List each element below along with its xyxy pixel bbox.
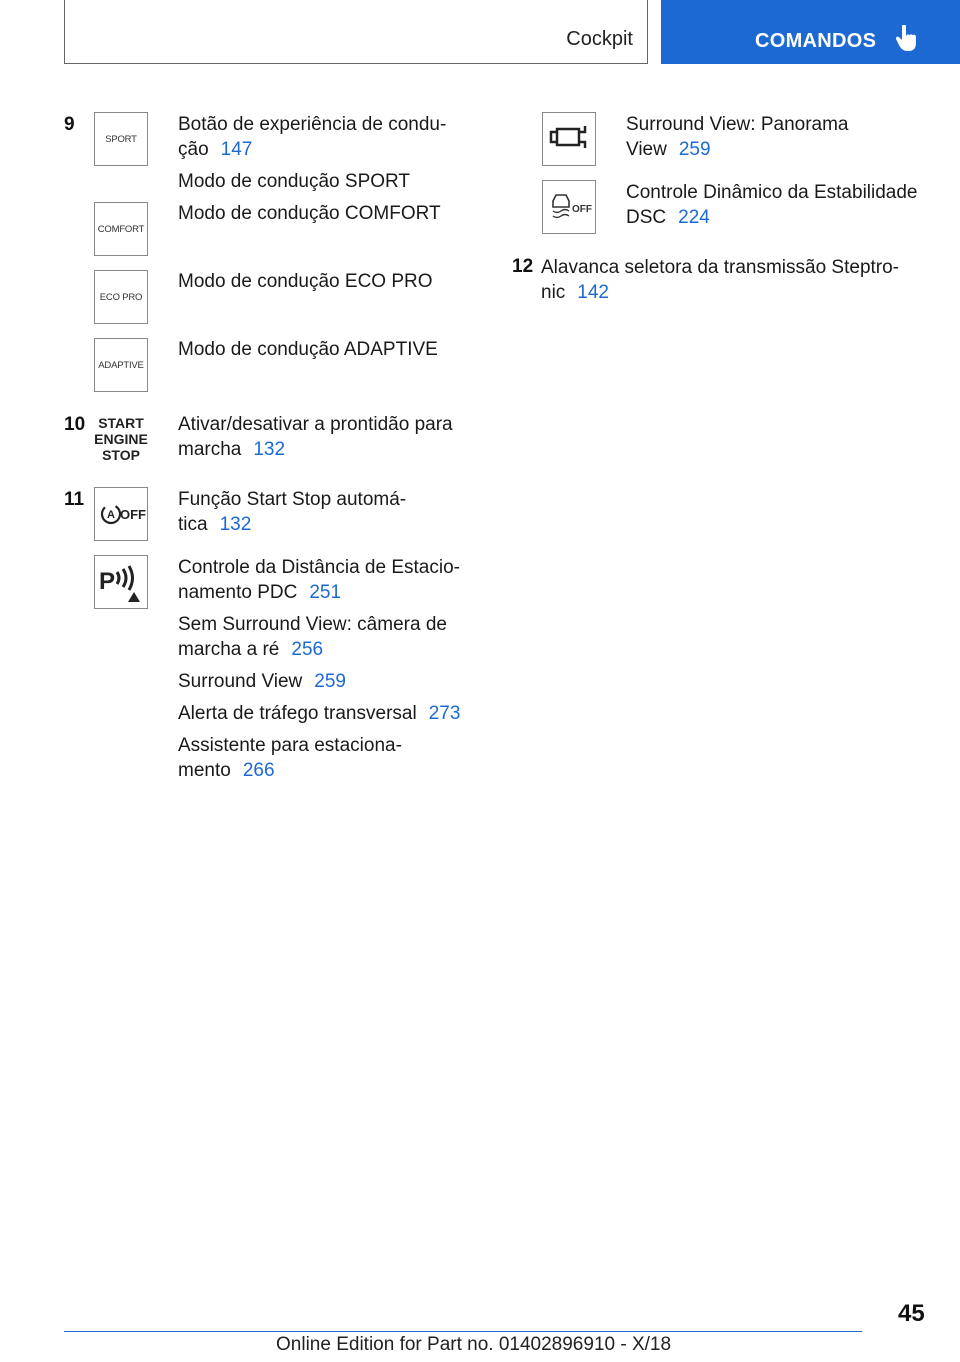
start-stop-button-icon: START ENGINE STOP xyxy=(94,412,148,466)
entry-surround-view: Surround View 259 xyxy=(178,671,346,692)
section-title: Cockpit xyxy=(566,28,633,50)
pointing-hand-icon xyxy=(895,25,919,53)
svg-text:A: A xyxy=(107,509,115,521)
page-ref-259b[interactable]: 259 xyxy=(678,139,711,160)
chapter-tab-label: COMANDOS xyxy=(755,30,877,52)
entry-dsc: Controle Dinâmico da Estabilidade DSC 224 xyxy=(626,182,918,228)
page-ref-273[interactable]: 273 xyxy=(428,703,461,724)
page-ref-266[interactable]: 266 xyxy=(242,760,275,781)
svg-text:P: P xyxy=(99,568,116,595)
entry-drive-readiness: Ativar/desativar a prontidão para marcha 132 xyxy=(178,414,453,460)
item-number-11: 11 xyxy=(64,489,85,510)
edition-footer: Online Edition for Part no. 01402896910 - X/18 xyxy=(276,1334,672,1355)
page-ref-251[interactable]: 251 xyxy=(309,582,342,603)
page-ref-132[interactable]: 132 xyxy=(253,439,286,460)
panorama-view-icon xyxy=(542,112,596,166)
footer-divider xyxy=(64,1331,862,1332)
page-number: 45 xyxy=(898,1300,925,1327)
page-ref-259[interactable]: 259 xyxy=(314,671,346,692)
adaptive-button-icon: ADAPTIVE xyxy=(94,338,148,392)
page-ref-147[interactable]: 147 xyxy=(220,139,253,160)
item-number-9: 9 xyxy=(64,114,75,135)
dsc-off-icon xyxy=(542,180,596,234)
page-ref-224[interactable]: 224 xyxy=(678,207,710,228)
entry-pdc: Controle da Distância de Estacio- namento PDC 251 xyxy=(178,557,460,603)
ecopro-button-icon: ECO PRO xyxy=(94,270,148,324)
entry-rear-camera: Sem Surround View: câmera de marcha a ré 256 xyxy=(178,614,447,660)
svg-text:OFF: OFF xyxy=(572,204,592,215)
page-ref-142[interactable]: 142 xyxy=(577,282,609,303)
chapter-tab[interactable] xyxy=(661,0,960,64)
entry-panorama-view: Surround View: Panorama View 259 xyxy=(626,114,849,160)
header-frame xyxy=(64,0,648,64)
entry-driving-experience-button: Botão de experiência de condu- ção 147 xyxy=(178,114,447,160)
entry-adaptive-mode: Modo de condução ADAPTIVE xyxy=(178,339,438,360)
page-ref-256[interactable]: 256 xyxy=(291,639,324,660)
item-number-10: 10 xyxy=(64,414,86,435)
entry-parking-assistant: Assistente para estaciona- mento 266 xyxy=(178,735,402,781)
svg-text:OFF: OFF xyxy=(120,507,146,522)
sport-button-icon: SPORT xyxy=(94,112,148,166)
entry-ecopro-mode: Modo de condução ECO PRO xyxy=(178,271,433,292)
entry-sport-mode: Modo de condução SPORT xyxy=(178,171,411,192)
entry-auto-start-stop: Função Start Stop automá- tica 132 xyxy=(178,489,407,535)
entry-comfort-mode: Modo de condução COMFORT xyxy=(178,203,441,224)
entry-steptronic-selector: Alavanca seletora da transmissão Steptro- nic 142 xyxy=(541,257,900,303)
item-number-12: 12 xyxy=(512,256,534,277)
page-ref-132b[interactable]: 132 xyxy=(219,514,252,535)
pdc-button-icon xyxy=(94,555,148,609)
entry-cross-traffic: Alerta de tráfego transversal 273 xyxy=(178,703,461,724)
comfort-button-icon: COMFORT xyxy=(94,202,148,256)
auto-start-stop-off-icon xyxy=(94,487,148,541)
